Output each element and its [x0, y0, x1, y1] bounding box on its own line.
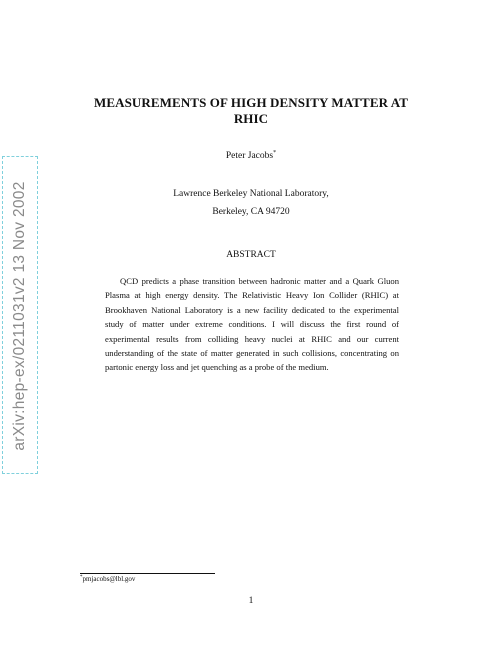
arxiv-stamp: [0, 0, 40, 649]
footnote-email: pmjacobs@lbl.gov: [82, 575, 136, 583]
abstract-heading: ABSTRACT: [226, 250, 276, 260]
affiliation-line-1: Lawrence Berkeley National Laboratory,: [173, 189, 329, 199]
footnote: [80, 575, 135, 583]
page-number: 1: [248, 596, 254, 606]
arxiv-identifier: arXiv:hep-ex/0211031v2 13 Nov 2002: [11, 181, 28, 451]
affiliation: [80, 185, 422, 221]
author-footnote-mark: *: [273, 150, 277, 156]
affiliation-line-2: Berkeley, CA 94720: [212, 207, 290, 217]
footnote-mark: *: [80, 575, 83, 580]
paper-title: [80, 95, 422, 127]
author: [80, 151, 422, 161]
title-line-1: MEASUREMENTS OF HIGH DENSITY MATTER AT: [93, 95, 409, 110]
footnote-rule: [80, 573, 215, 574]
author-name: Peter Jacobs: [225, 151, 274, 161]
abstract-text: QCD predicts a phase transition between hadronic matter and a Quark Gluon Plasma at high energy density. The Relativistic Heavy Ion Collider (RHIC) at Brookhaven National Laboratory is a new facility dedicated to the experimental study of matter under extreme conditions. I will discuss the first round of experimental results from colliding heavy nuclei at RHIC and our current understanding of the state of matter generated in such collisions, concentrating on partonic energy loss and jet quenching as a probe of the medium.: [105, 276, 399, 373]
title-line-2: RHIC: [233, 111, 269, 126]
